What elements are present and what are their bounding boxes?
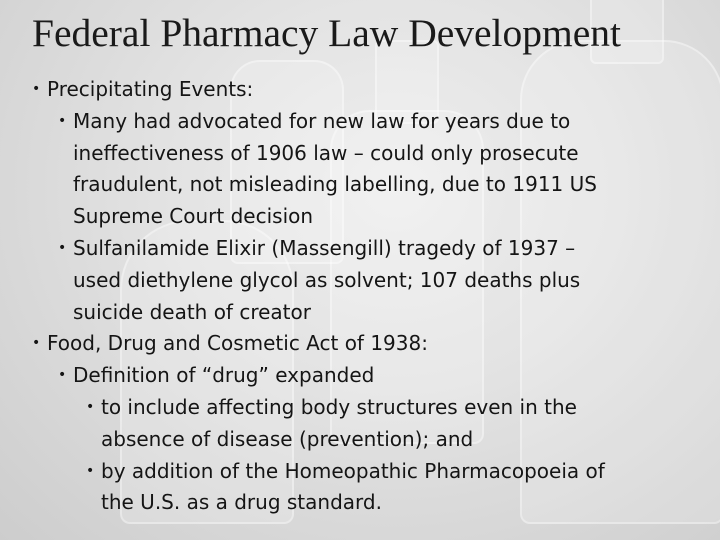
bullet-text: Sulfanilamide Elixir (Massengill) tragedy of 1937 –: [73, 235, 576, 260]
bullet-icon: •: [58, 239, 67, 256]
bullet-icon: •: [32, 81, 41, 97]
bullet-text: Supreme Court decision: [73, 204, 314, 229]
bullet-text: Definition of “drug” expanded: [73, 363, 375, 388]
bullet-text: by addition of the Homeopathic Pharmacopoeia of: [101, 458, 605, 483]
bullet-list: [0, 74, 720, 519]
bullet-icon: •: [58, 367, 67, 384]
bullet-item-body-structures: [0, 392, 720, 456]
bullet-text: absence of disease (prevention); and: [101, 426, 474, 451]
bullet-text: used diethylene glycol as solvent; 107 deaths plus: [73, 267, 581, 292]
bullet-item-fdc-act-1938: [0, 328, 720, 360]
bullet-item-advocated-new-law: [0, 106, 720, 233]
bullet-text: Many had advocated for new law for years due to: [73, 108, 571, 133]
bullet-icon: •: [58, 112, 67, 129]
bullet-item-sulfanilamide-tragedy: [0, 233, 720, 328]
bullet-icon: •: [86, 462, 95, 479]
bullet-text: suicide death of creator: [73, 299, 311, 324]
bullet-item-homeopathic-pharmacopoeia: [0, 456, 720, 520]
bullet-item-drug-definition: [0, 360, 720, 392]
bullet-text: Food, Drug and Cosmetic Act of 1938:: [47, 331, 428, 356]
bullet-icon: •: [32, 335, 41, 352]
bullet-text: fraudulent, not misleading labelling, due to 1911 US: [73, 172, 597, 197]
bullet-text: to include affecting body structures even in the: [101, 394, 577, 419]
bullet-text: ineffectiveness of 1906 law – could only prosecute: [73, 140, 579, 165]
slide-title: Federal Pharmacy Law Development: [32, 11, 621, 55]
bullet-text: Precipitating Events:: [47, 77, 254, 101]
bullet-icon: •: [86, 398, 95, 415]
bullet-text: the U.S. as a drug standard.: [101, 490, 382, 515]
bullet-item-precipitating-events: [0, 74, 720, 106]
